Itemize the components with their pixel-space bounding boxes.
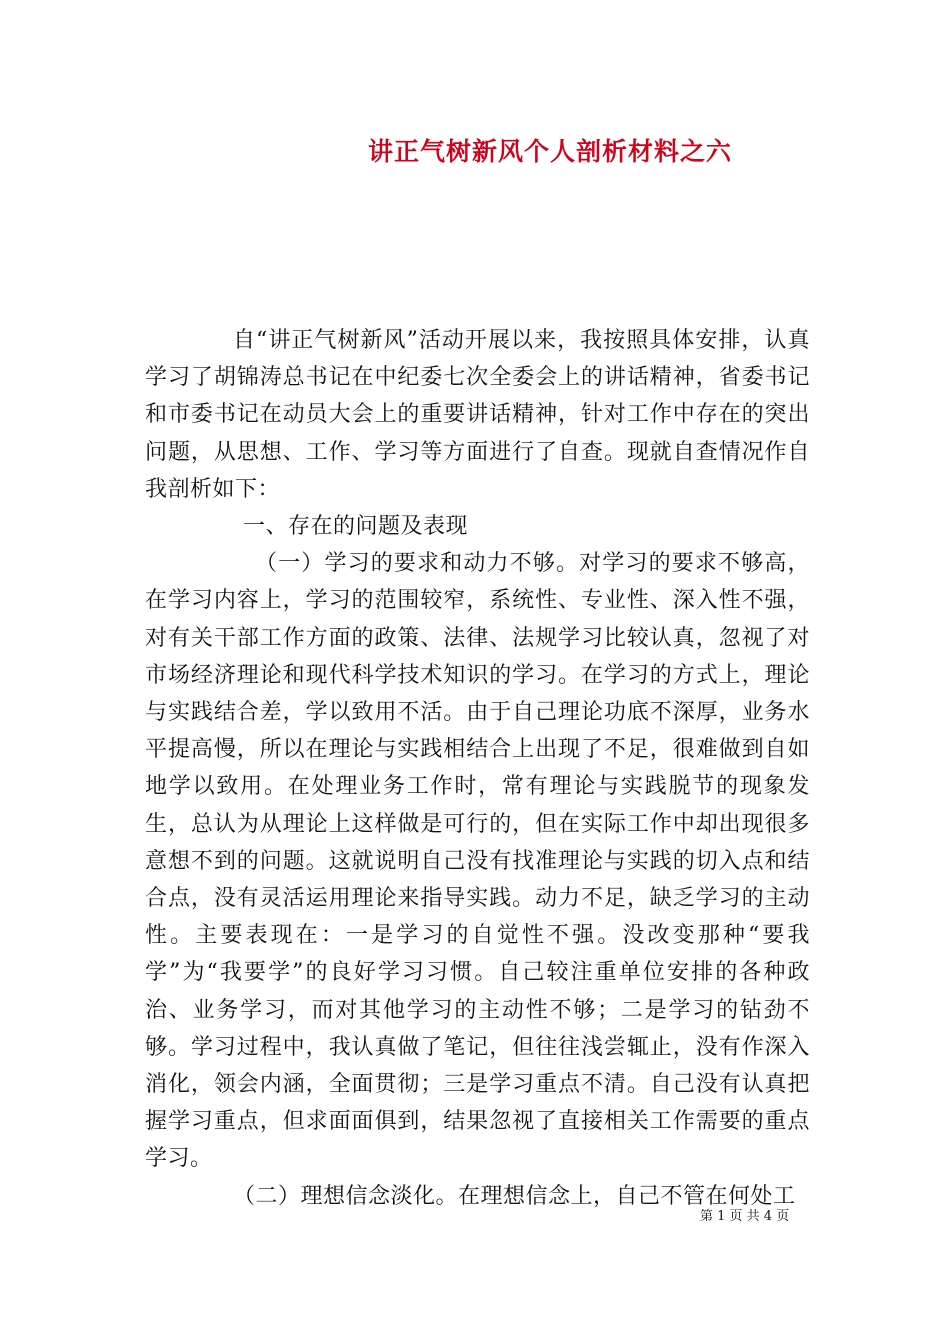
page-footer: 第 1 页 共 4 页 — [700, 1209, 790, 1224]
subsection-paragraph-1: （一）学习的要求和动力不够。对学习的要求不够高，在学习内容上，学习的范围较窄，系统性、专业性、深入性不强，对有关干部工作方面的政策、法律、法规学习比较认真，忽视了对市场经济理论和现代科学技术知识的学习。在学习的方式上，理论与实践结合差，学以致用不活。由于自己理论功底不深厚，业务水平提高慢，所以在理论与实践相结合上出现了不足，很难做到自如地学以致用。在处理业务工作时，常有理论与实践脱节的现象发生，总认为从理论上这样做是可行的，但在实际工作中却出现很多意想不到的问题。这就说明自己没有找准理论与实践的切入点和结合点，没有灵活运用理论来指导实践。动力不足，缺乏学习的主动性。主要表现在：一是学习的自觉性不强。没改变那种“要我学”为“我要学”的良好学习习惯。自己较注重单位安排的各种政治、业务学习，而对其他学习的主动性不够；二是学习的钻劲不够。学习过程中，我认真做了笔记，但往往浅尝辄止，没有作深入消化，领会内涵，全面贯彻；三是学习重点不清。自己没有认真把握学习重点，但求面面俱到，结果忽视了直接相关工作需要的重点学习。 — [145, 551, 810, 1172]
intro-paragraph: 自“讲正气树新风”活动开展以来，我按照具体安排，认真学习了胡锦涛总书记在中纪委七次全委会上的讲话精神，省委书记和市委书记在动员大会上的重要讲话精神，针对工作中存在的突出问题，从思想、工作、学习等方面进行了自查。现就自查情况作自我剖析如下： — [145, 328, 810, 502]
subsection-paragraph-2: （二）理想信念淡化。在理想信念上，自己不管在何处工 — [233, 1183, 796, 1209]
section-heading: 一、存在的问题及表现 — [243, 514, 469, 540]
document-title: 讲正气树新风个人剖析材料之六 — [367, 137, 732, 166]
document-body — [145, 322, 810, 1215]
